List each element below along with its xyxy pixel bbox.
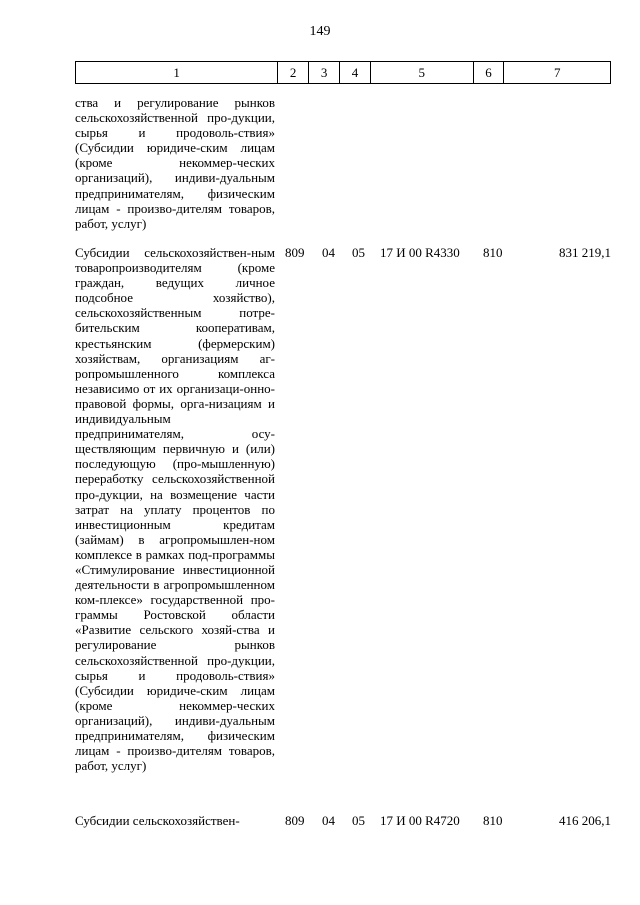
header-col-1: 1 [76, 62, 278, 83]
row-expense-type: 810 [483, 245, 503, 260]
row-expense-type: 810 [483, 813, 503, 828]
row-section-code: 04 [322, 813, 335, 828]
header-col-2: 2 [278, 62, 309, 83]
row-description: ства и регулирование рынков сельскохозяйственной про-дукции, сырья и продоволь-ствия» (Субсидии юридиче-ским лицам (кроме некоммер-ческих организаций), индиви-дуальным предпринимателям, физическим лицам - произво-дителям товаров, работ, услуг) [75, 95, 275, 231]
row-description: Субсидии сельскохозяйствен-ным товаропроизводителям (кроме граждан, ведущих личное подсобное хозяйство), сельскохозяйственным потре-бительским кооперативам, крестьянским (фермерским) хозяйствам, организациям аг-ропромышленного комплекса независимо от их организаци-онно-правовой формы, орга-низациям и индивидуальным предпринимателям, осу-ществляющим первичную и (или) последующую (про-мышленную) переработку сельскохозяйственной про-дукции, на возмещение части затрат на уплату процентов по инвестиционным кредитам (займам) в агропромышлен-ном комплексе в рамках под-программы «Стимулирование инвестиционной деятельности в агропромышленном ком-плексе» государственной про-граммы Ростовской области «Развитие сельского хозяй-ства и регулирование рынков сельскохозяйственной про-дукции, сырья и продоволь-ствия» (Субсидии юридиче-ским лицам (кроме некоммер-ческих организаций), индиви-дуальным предпринимателям, физическим лицам - произво-дителям товаров, работ, услуг) [75, 245, 275, 774]
row-description: Субсидии сельскохозяйствен- [75, 813, 240, 828]
header-col-6: 6 [474, 62, 505, 83]
row-subsection-code: 05 [352, 245, 365, 260]
row-amount: 416 206,1 [559, 813, 611, 828]
row-subsection-code: 05 [352, 813, 365, 828]
table-header [75, 61, 611, 84]
row-amount: 831 219,1 [559, 245, 611, 260]
header-col-4: 4 [340, 62, 371, 83]
header-col-7: 7 [553, 65, 561, 80]
page-number: 149 [309, 24, 331, 39]
header-col-3: 3 [309, 62, 340, 83]
row-target-code: 17 И 00 R4330 [380, 245, 460, 260]
row-ministry-code: 809 [285, 245, 305, 260]
row-target-code: 17 И 00 R4720 [380, 813, 460, 828]
row-ministry-code: 809 [285, 813, 305, 828]
header-col-5: 5 [371, 62, 474, 83]
row-section-code: 04 [322, 245, 335, 260]
